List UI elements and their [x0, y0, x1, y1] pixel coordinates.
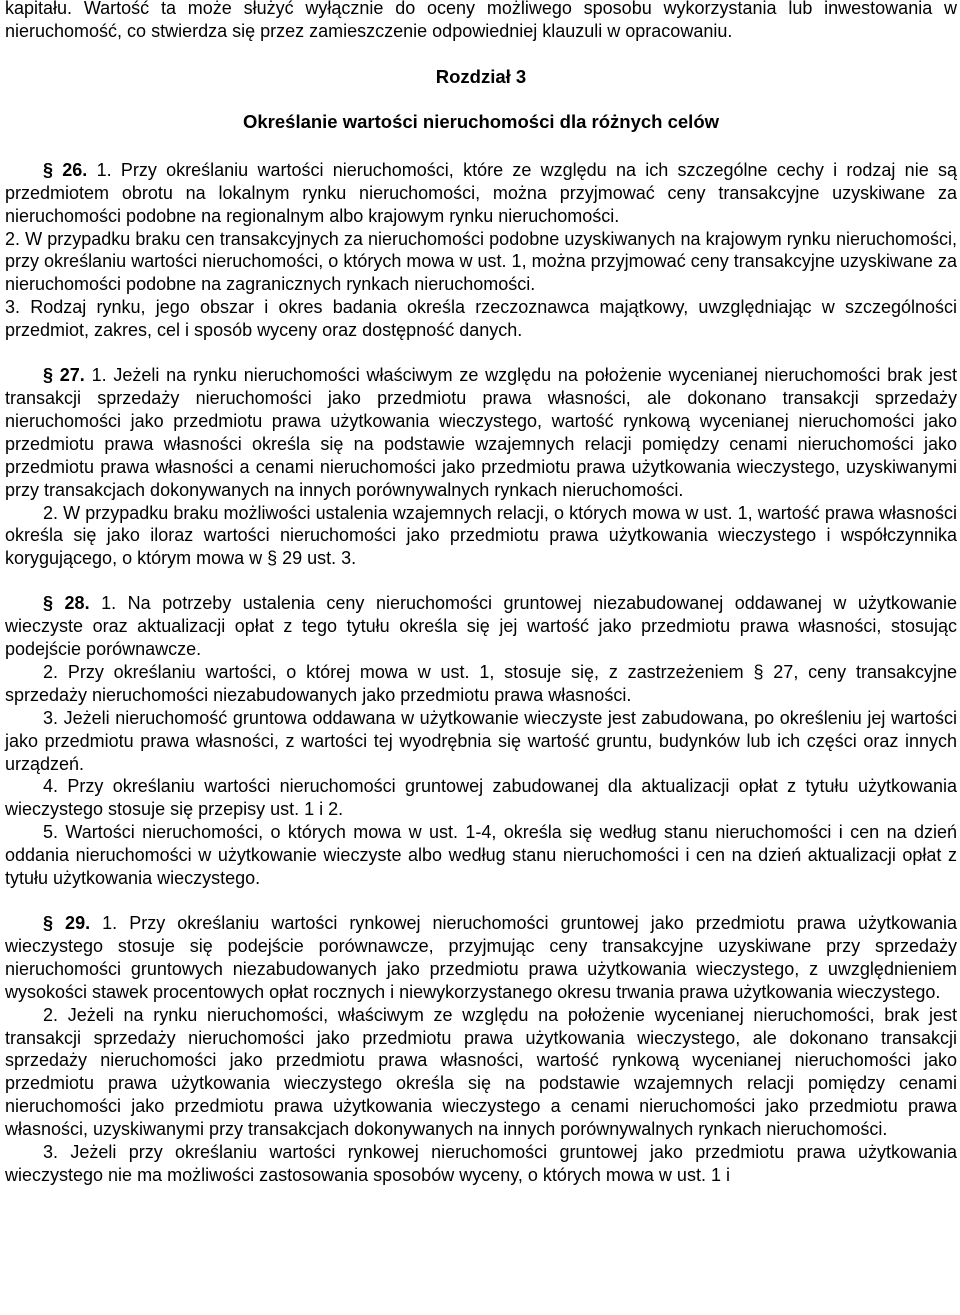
section-27 — [5, 364, 957, 570]
intro-paragraph: kapitału. Wartość ta może służyć wyłącznie do oceny możliwego sposobu wykorzystania lub inwestowania w nieruchomość, co stwierdza się przez zamieszczenie odpowiedniej klauzuli w opracowaniu. — [5, 0, 957, 41]
document-page — [5, 0, 957, 1187]
section-paragraph: § 27. 1. Jeżeli na rynku nieruchomości właściwym ze względu na położenie wycenianej nieruchomości brak jest transakcji sprzedaży nieruchomości jako przedmiotu prawa własności, ale dokonano transakcji sprzedaży nieruchomości jako przedmiotu prawa użytkowania wieczystego, wartość rynkową wycenianej nieruchomości jako przedmiotu prawa własności określa się na podstawie wzajemnych relacji pomiędzy cenami nieruchomości jako przedmiotu prawa własności a cenami nieruchomości jako przedmiotu prawa użytkowania wieczystego, uzyskiwanymi przy transakcjach dokonywanych na innych porównywalnych rynkach nieruchomości. — [5, 365, 957, 500]
section-paragraph: 2. Jeżeli na rynku nieruchomości, właściwym ze względu na położenie wycenianej nieruchomości, brak jest transakcji sprzedaży nieruchomości jako przedmiotu prawa użytkowania wieczystego, ale dokonano transakcji sprzedaży nieruchomości jako przedmiotu prawa własności, wartość rynkową wycenianej nieruchomości jako przedmiotu prawa użytkowania wieczystego określa się na podstawie wzajemnych relacji pomiędzy cenami nieruchomości jako przedmiotu prawa użytkowania wieczystego a cenami nieruchomości jako przedmiotu prawa własności, uzyskiwanymi przy transakcjach dokonywanych na innych porównywalnych rynkach nieruchomości. — [5, 1004, 957, 1140]
section-paragraph: 5. Wartości nieruchomości, o których mowa w ust. 1-4, określa się według stanu nieruchomości i cen na dzień oddania nieruchomości w użytkowanie wieczyste albo według stanu nieruchomości i cen na dzień aktualizacji opłat z tytułu użytkowania wieczystego. — [5, 822, 957, 889]
section-26 — [5, 159, 957, 342]
section-29 — [5, 912, 957, 1187]
section-paragraph: § 28. 1. Na potrzeby ustalenia ceny nieruchomości gruntowej niezabudowanej oddawanej w użytkowanie wieczyste oraz aktualizacji opłat z tego tytułu określa się jej wartość jako przedmiotu prawa własności, stosując podejście porównawcze. — [5, 593, 957, 660]
spacer — [5, 89, 957, 110]
chapter-title: Określanie wartości nieruchomości dla różnych celów — [242, 110, 720, 132]
section-paragraph: 2. W przypadku braku cen transakcyjnych za nieruchomości podobne uzyskiwanych na krajowym rynku nieruchomości, przy określaniu wartości nieruchomości, o których mowa w ust. 1, można przyjmować ceny transakcyjne uzyskiwane za nieruchomości podobne na zagranicznych rynkach nieruchomości. — [5, 228, 957, 295]
section-28 — [5, 592, 957, 890]
chapter-number: Rozdział 3 — [435, 65, 527, 87]
spacer — [5, 570, 957, 592]
section-paragraph: 3. Rodzaj rynku, jego obszar i okres badania określa rzeczoznawca majątkowy, uwzględniając w szczególności przedmiot, zakres, cel i sposób wyceny oraz dostępność danych. — [5, 297, 957, 341]
section-label: § 29. — [43, 913, 91, 933]
section-paragraph: § 26. 1. Przy określaniu wartości nieruchomości, które ze względu na ich szczególne cechy i rodzaj nie są przedmiotem obrotu na lokalnym rynku nieruchomości, można przyjmować ceny transakcyjne uzyskiwane za nieruchomości podobne na regionalnym albo krajowym rynku nieruchomości. — [5, 159, 957, 226]
section-paragraph: 4. Przy określaniu wartości nieruchomości gruntowej zabudowanej dla aktualizacji opłat z tytułu użytkowania wieczystego stosuje się przepisy ust. 1 i 2. — [5, 776, 957, 820]
section-label: § 28. — [43, 593, 90, 614]
spacer — [5, 342, 957, 364]
section-paragraph: 3. Jeżeli nieruchomość gruntowa oddawana w użytkowanie wieczyste jest zabudowana, po określeniu jej wartości jako przedmiotu prawa własności, z wartości tej wyodrębnia się wartość gruntu, budynków lub ich części oraz innych urządzeń. — [5, 707, 957, 774]
section-paragraph: § 29. 1. Przy określaniu wartości rynkowej nieruchomości gruntowej jako przedmiotu prawa użytkowania wieczystego stosuje się podejście porównawcze, przyjmując ceny transakcyjne uzyskiwane przy sprzedaży nieruchomości gruntowych niezabudowanych jako przedmiotu prawa użytkowania wieczystego, z uwzględnieniem wysokości stawek procentowych opłat rocznych i niewykorzystanego okresu trwania prawa użytkowania wieczystego. — [5, 913, 957, 1002]
spacer — [5, 890, 957, 912]
section-paragraph: 3. Jeżeli przy określaniu wartości rynkowej nieruchomości gruntowej jako przedmiotu prawa użytkowania wieczystego nie ma możliwości zastosowania sposobów wyceny, o których mowa w ust. 1 i — [5, 1142, 957, 1185]
section-label: § 26. — [43, 159, 88, 180]
section-label: § 27. — [43, 365, 85, 386]
spacer — [5, 43, 957, 65]
spacer — [5, 134, 957, 159]
section-paragraph: 2. Przy określaniu wartości, o której mowa w ust. 1, stosuje się, z zastrzeżeniem § 27, ceny transakcyjne sprzedaży nieruchomości niezabudowanych jako przedmiotu prawa własności. — [5, 661, 957, 705]
section-paragraph: 2. W przypadku braku możliwości ustalenia wzajemnych relacji, o których mowa w ust. 1, wartość prawa własności określa się jako iloraz wartości nieruchomości jako przedmiotu prawa użytkowania wieczystego i współczynnika korygującego, o którym mowa w § 29 ust. 3. — [5, 502, 957, 569]
